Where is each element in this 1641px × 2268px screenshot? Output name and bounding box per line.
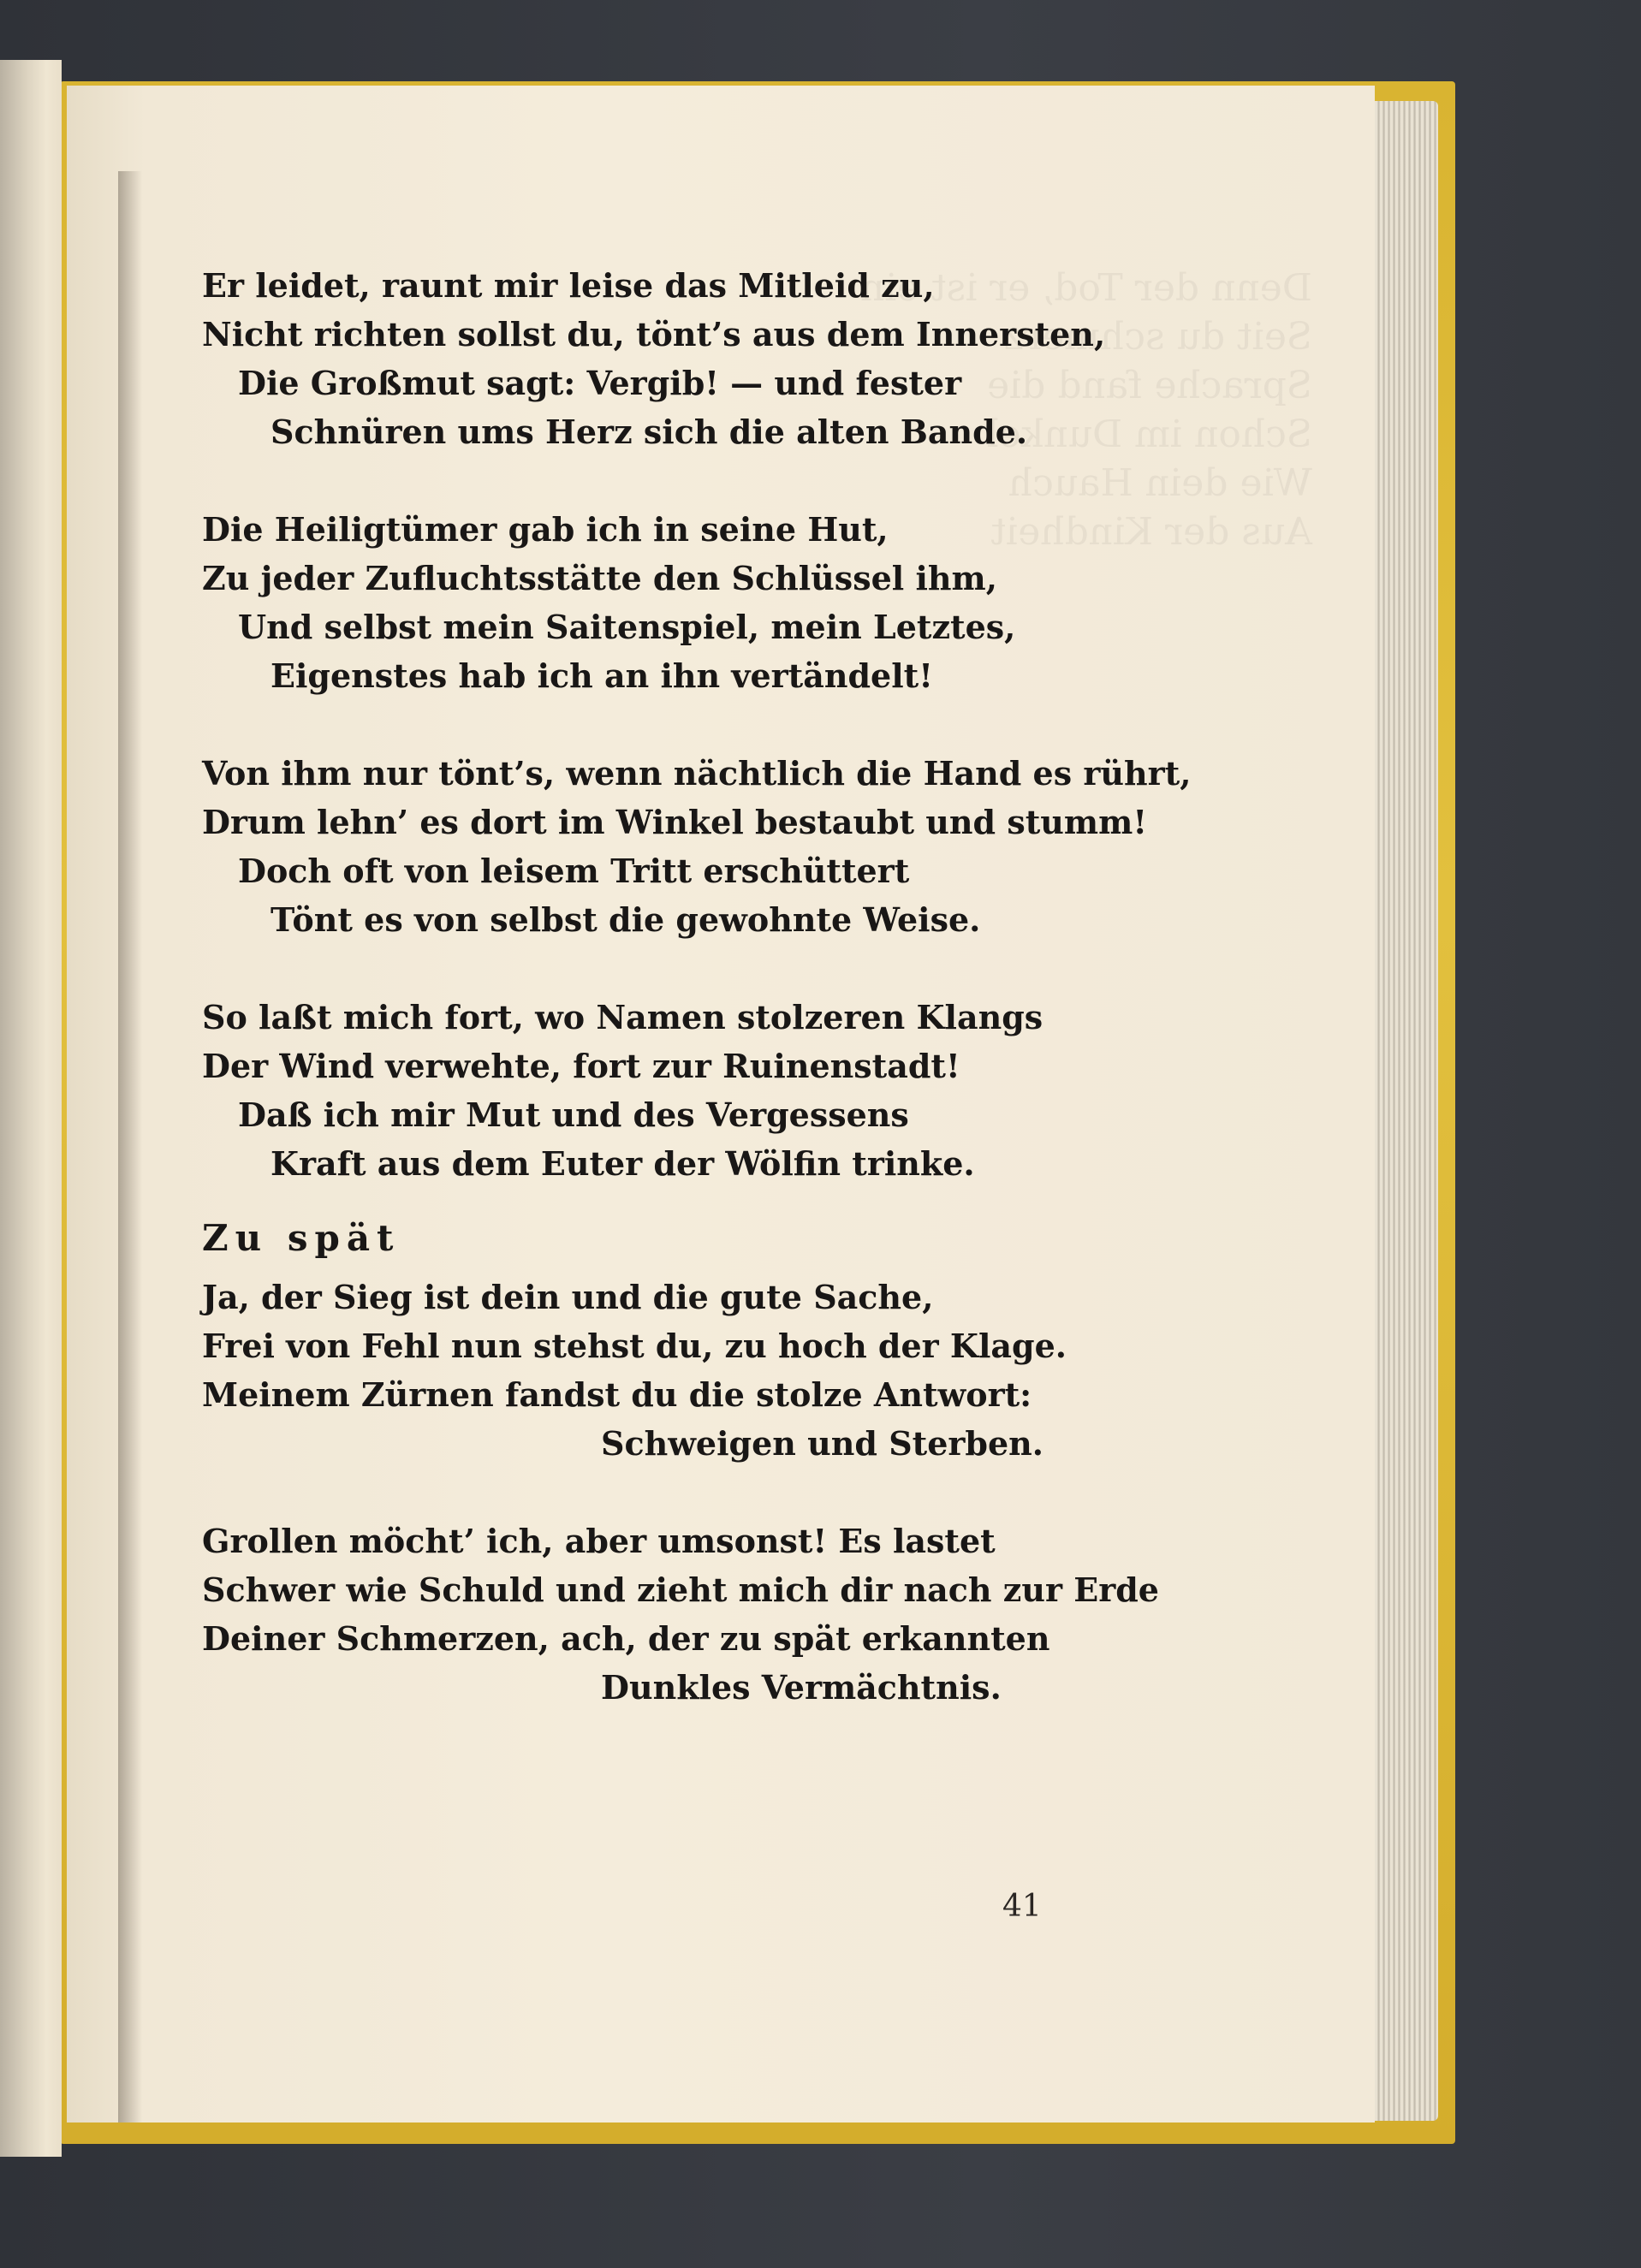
stanza xyxy=(202,505,1058,700)
poem-line: Schweigen und Sterben. xyxy=(601,1424,1043,1463)
page-number: 41 xyxy=(1002,1889,1042,1924)
poem-line: So laßt mich fort, wo Namen stolzeren Klangs xyxy=(202,998,1043,1036)
poem-line: Ja, der Sieg ist dein und die gute Sache, xyxy=(202,1278,934,1316)
poem-line: Frei von Fehl nun stehst du, zu hoch der Klage. xyxy=(202,1327,1067,1365)
poem-line: Drum lehn’ es dort im Winkel bestaubt und stumm! xyxy=(202,803,1148,841)
poem-line: Der Wind verwehte, fort zur Ruinenstadt! xyxy=(202,1047,960,1085)
poem-line: Von ihm nur tönt’s, wenn nächtlich die Hand es rührt, xyxy=(202,754,1192,793)
stanza xyxy=(202,1517,1159,1712)
stanza-gap xyxy=(202,1468,1058,1517)
stanza-gap xyxy=(202,700,1058,749)
poem-line: Die Heiligtümer gab ich in seine Hut, xyxy=(202,510,889,549)
poem-stanzas-2 xyxy=(202,1273,1159,1712)
stanza-gap xyxy=(202,944,1058,993)
book-page xyxy=(67,86,1375,2123)
stanza-gap xyxy=(202,456,1058,505)
poem-title: Zu spät xyxy=(202,1217,401,1259)
poem-line: Eigenstes hab ich an ihn vertändelt! xyxy=(271,656,933,695)
poem-line: Die Großmut sagt: Vergib! — und fester xyxy=(238,364,962,402)
poem-line: Und selbst mein Saitenspiel, mein Letztes, xyxy=(238,608,1016,646)
stanza xyxy=(202,993,1058,1188)
poem-line: Doch oft von leisem Tritt erschüttert xyxy=(238,852,910,890)
poem-line: Daß ich mir Mut und des Vergessens xyxy=(238,1095,909,1134)
poem-line: Grollen möcht’ ich, aber umsonst! Es lastet xyxy=(202,1522,996,1560)
poem-line: Nicht richten sollst du, tönt’s aus dem Innersten, xyxy=(202,315,1106,353)
stanza xyxy=(202,1273,1067,1468)
poem-line: Meinem Zürnen fandst du die stolze Antwort: xyxy=(202,1375,1032,1414)
show-through-text: Denn der Tod, er ist ein Seit du schmerz Sprache fand die Schon im Dunkel Wie dein Hauch Aus der Kindheit xyxy=(860,266,1312,554)
poem-line: Schwer wie Schuld und zieht mich dir nach zur Erde xyxy=(202,1570,1159,1609)
poem-line: Er leidet, raunt mir leise das Mitleid zu, xyxy=(202,266,935,305)
poem-line: Tönt es von selbst die gewohnte Weise. xyxy=(271,900,981,939)
gutter-shadow xyxy=(118,171,142,2123)
poem-line: Kraft aus dem Euter der Wölfin trinke. xyxy=(271,1144,975,1183)
facing-page-edge xyxy=(0,60,62,2157)
page-block-edges xyxy=(1370,101,1438,2121)
poem-line: Deiner Schmerzen, ach, der zu spät erkannten xyxy=(202,1619,1050,1658)
poem-line: Zu jeder Zufluchtsstätte den Schlüssel ihm, xyxy=(202,559,997,597)
stanza xyxy=(202,261,1106,456)
poem-line: Schnüren ums Herz sich die alten Bande. xyxy=(271,413,1028,451)
poem-line: Dunkles Vermächtnis. xyxy=(601,1668,1002,1707)
stanza xyxy=(202,749,1192,944)
